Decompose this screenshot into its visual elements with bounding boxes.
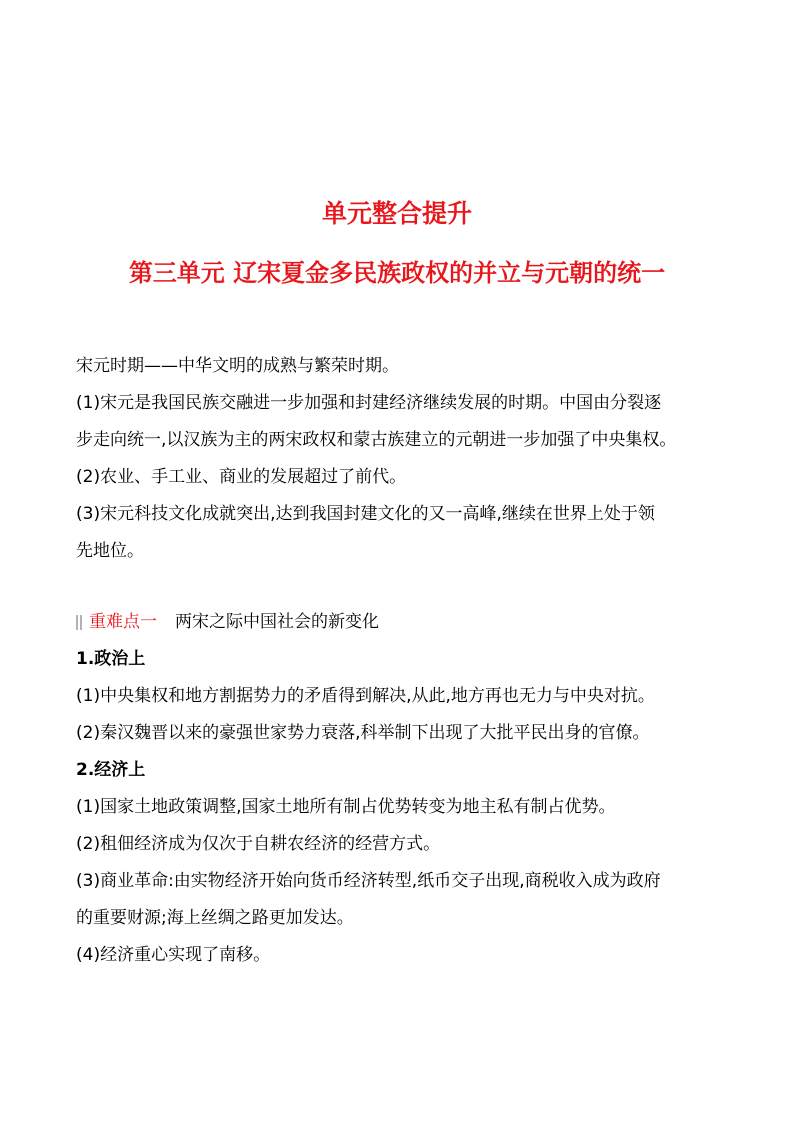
- intro-point-2: (2)农业、手工业、商业的发展超过了前代。: [76, 467, 407, 487]
- economic-heading: 2.经济上: [76, 760, 146, 780]
- political-heading: 1.政治上: [76, 649, 146, 669]
- section-title: 两宋之际中国社会的新变化: [175, 612, 379, 632]
- document-body: [76, 351, 736, 971]
- intro-point-1-line-2: 步走向统一,以汉族为主的两宋政权和蒙古族建立的元朝进一步加强了中央集权。: [76, 430, 677, 450]
- intro-point-1-line-1: (1)宋元是我国民族交融进一步加强和封建经济继续发展的时期。中国由分裂逐: [76, 393, 662, 413]
- economic-item-3-line-2: 的重要财源;海上丝绸之路更加发达。: [76, 908, 354, 928]
- section-label: 重难点一: [89, 612, 157, 632]
- economic-item-1: (1)国家土地政策调整,国家土地所有制占优势转变为地主私有制占优势。: [76, 797, 616, 817]
- intro-point-3-line-1: (3)宋元科技文化成就突出,达到我国封建文化的又一高峰,继续在世界上处于领: [76, 504, 655, 524]
- unit-subtitle: 第三单元 辽宋夏金多民族政权的并立与元朝的统一: [128, 259, 666, 287]
- intro-point-3-line-2: 先地位。: [76, 541, 144, 561]
- economic-item-2: (2)租佃经济成为仅次于自耕农经济的经营方式。: [76, 834, 441, 854]
- economic-item-4: (4)经济重心实现了南移。: [76, 945, 271, 965]
- economic-item-3-line-1: (3)商业革命:由实物经济开始向货币经济转型,纸币交子出现,商税收入成为政府: [76, 871, 661, 891]
- political-item-1: (1)中央集权和地方割据势力的矛盾得到解决,从此,地方再也无力与中央对抗。: [76, 686, 655, 706]
- page-title: 单元整合提升: [321, 199, 472, 228]
- section-heading: [76, 607, 736, 638]
- intro-lead: 宋元时期——中华文明的成熟与繁荣时期。: [76, 356, 399, 376]
- political-item-2: (2)秦汉魏晋以来的豪强世家势力衰落,科举制下出现了大批平民出身的官僚。: [76, 723, 650, 743]
- section-marker-icon: [76, 615, 82, 630]
